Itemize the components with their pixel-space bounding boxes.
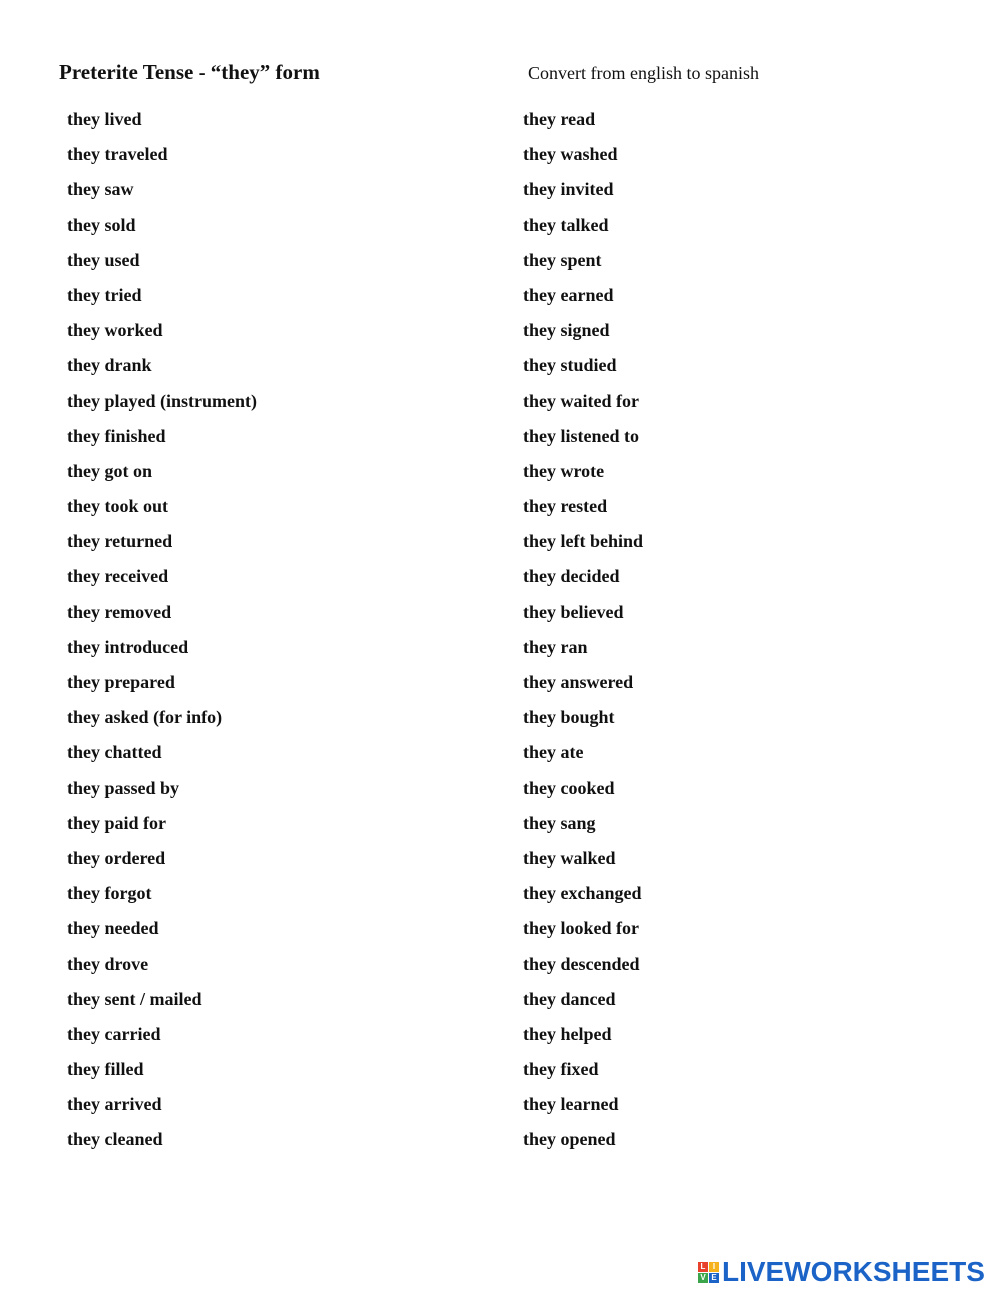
phrase-item: they opened [523, 1129, 616, 1150]
phrase-item: they prepared [67, 672, 175, 692]
phrase-item: they forgot [67, 883, 152, 904]
phrase-item: they invited [523, 179, 614, 200]
phrase-item: they read [523, 109, 596, 129]
page-title: Preterite Tense - “they” form [59, 60, 320, 84]
phrase-item: they sang [523, 812, 596, 833]
phrase-item: they cleaned [67, 1129, 163, 1150]
phrase-item: they saw [67, 179, 134, 200]
phrase-item: they studied [523, 355, 617, 376]
phrase-item: they got on [67, 460, 152, 481]
phrase-item: they talked [523, 214, 609, 235]
phrase-item: they ran [523, 636, 588, 657]
phrase-item: they cooked [523, 777, 615, 798]
logo-tile: E [709, 1273, 719, 1283]
instruction-text: Convert from english to spanish [528, 63, 759, 83]
phrase-item: they arrived [67, 1094, 162, 1115]
phrase-item: they paid for [67, 812, 166, 833]
phrase-item: they fixed [523, 1059, 599, 1080]
phrase-item: they lived [67, 109, 142, 129]
phrase-item: they exchanged [523, 883, 642, 904]
phrase-item: they took out [67, 496, 169, 517]
phrase-item: they used [67, 249, 140, 270]
phrase-item: they waited for [523, 390, 639, 411]
phrase-item: they helped [523, 1023, 612, 1044]
phrase-item: they chatted [67, 742, 162, 763]
phrase-item: they worked [67, 320, 163, 341]
phrase-item: they left behind [523, 531, 644, 552]
phrase-item: they wrote [523, 460, 605, 481]
phrase-item: they removed [67, 601, 172, 622]
phrase-item: they returned [67, 531, 173, 552]
phrase-item: they asked (for info) [67, 707, 223, 728]
phrase-item: they drove [67, 953, 149, 974]
phrase-item: they finished [67, 425, 166, 446]
right-phrase-list [523, 106, 643, 1162]
phrase-item: they learned [523, 1094, 619, 1115]
phrase-item: they introduced [67, 636, 189, 657]
phrase-item: they needed [67, 918, 159, 939]
phrase-item: they looked for [523, 918, 639, 939]
phrase-item: they ordered [67, 847, 166, 868]
phrase-item: they filled [67, 1059, 144, 1080]
logo-text: LIVEWORKSHEETS [722, 1256, 985, 1287]
phrase-item: they ate [523, 742, 584, 763]
phrase-item: they listened to [523, 425, 639, 446]
left-phrase-list [67, 106, 257, 1162]
phrase-item: they walked [523, 847, 616, 868]
phrase-item: they decided [523, 566, 620, 587]
phrase-item: they earned [523, 284, 614, 305]
phrase-item: they drank [67, 355, 152, 376]
phrase-item: they bought [523, 707, 615, 728]
phrase-item: they played (instrument) [67, 390, 257, 411]
logo-tile: V [698, 1273, 708, 1283]
phrase-item: they washed [523, 144, 618, 165]
phrase-item: they rested [523, 496, 608, 517]
logo-mark-icon [698, 1262, 719, 1283]
phrase-item: they signed [523, 320, 610, 341]
phrase-item: they carried [67, 1023, 161, 1044]
phrase-item: they believed [523, 601, 624, 622]
phrase-item: they received [67, 566, 169, 587]
phrase-item: they answered [523, 672, 634, 692]
phrase-item: they traveled [67, 144, 168, 165]
logo-tile: L [698, 1262, 708, 1272]
phrase-item: they sent / mailed [67, 988, 202, 1009]
phrase-item: they descended [523, 953, 640, 974]
phrase-item: they passed by [67, 777, 180, 798]
liveworksheets-logo [698, 1257, 985, 1287]
logo-tile: I [709, 1262, 719, 1272]
phrase-item: they tried [67, 284, 142, 305]
phrase-item: they danced [523, 988, 616, 1009]
phrase-item: they spent [523, 249, 602, 270]
phrase-item: they sold [67, 214, 136, 235]
